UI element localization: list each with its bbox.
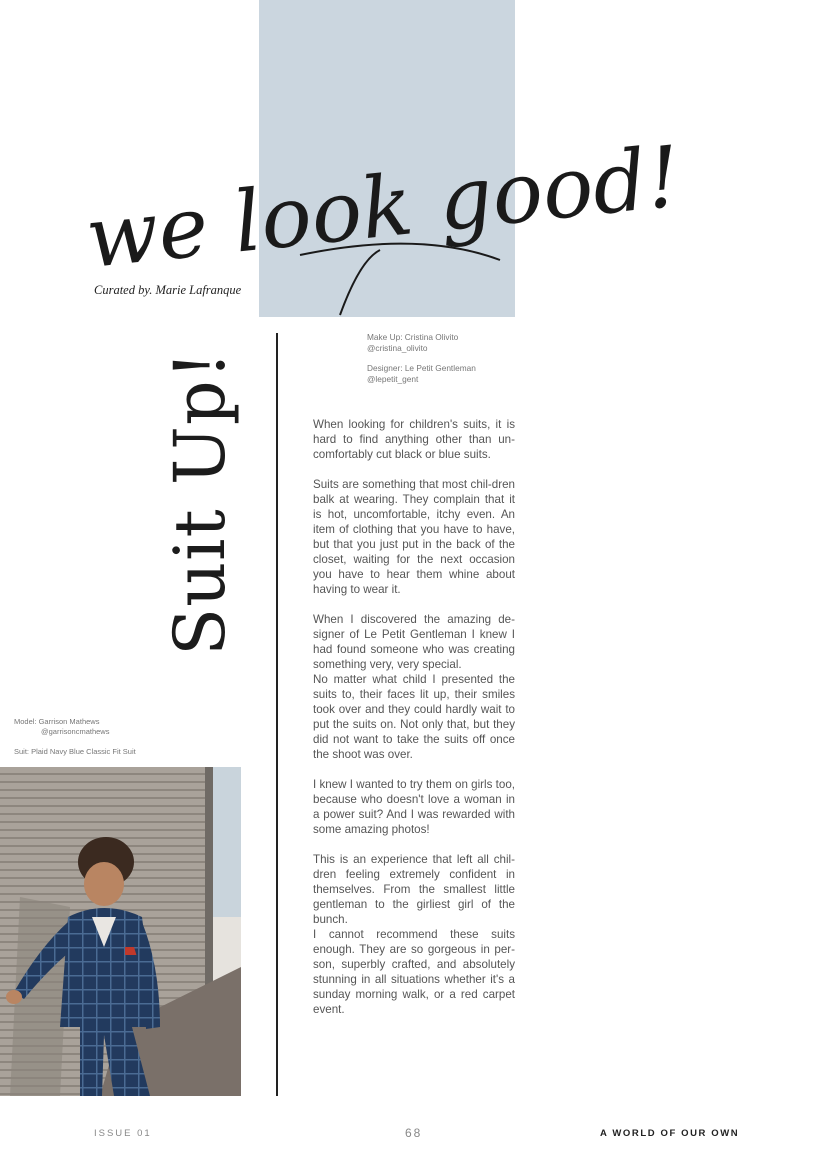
makeup-handle: @cristina_olivito [367,342,428,353]
model-handle: @garrisoncmathews [41,727,110,736]
model-name: Model: Garrison Mathews [14,717,100,726]
designer-handle: @lepetit_gent [367,373,419,384]
feature-title-vertical: Suit Up! [159,350,241,656]
designer-credit: Designer: Le Petit Gentleman [367,363,476,373]
page-number: 68 [405,1126,423,1140]
makeup-credit: Make Up: Cristina Olivito [367,332,459,342]
article-paragraph: When looking for children's suits, it is hard to find anything other than un-comfortably cut black or blue suits. [313,418,515,461]
script-headline [0,80,685,320]
suit-credit: Suit: Plaid Navy Blue Classic Fit Suit [14,747,136,756]
article-body [313,417,515,1032]
article-paragraph: When I discovered the amazing de-signer of Le Petit Gentleman I knew I had found someone who was creating something very, very special. [313,613,515,671]
curated-by-credit: Curated by. Marie Lafranque [94,283,242,297]
issue-label: ISSUE 01 [94,1128,152,1139]
model-credit [14,717,109,737]
magazine-name: A WORLD OF OUR OWN [600,1128,740,1139]
article-paragraph: This is an experience that left all chil-dren feeling extremely confident in themselves. From the smallest little gentleman to the girliest girl of the bunch. [313,853,515,926]
article-paragraph: No matter what child I presented the suits to, their faces lit up, their smiles took over and they could hardly wait to put the suits on. Not only that, but they did not want to take the suits off once the shoot was over. [313,673,515,761]
article-paragraph: Suits are something that most chil-dren balk at wearing. They complain that it is hot, uncomfortable, itchy even. An item of clothing that you have to have, but that you just put in the back of the closet, waiting for the next occasion you have to hear them whine about having to wear it. [313,478,515,596]
article-paragraph: I knew I wanted to try them on girls too, because who doesn't love a woman in a power suit? And I was rewarded with some amazing photos! [313,778,515,836]
article-paragraph: I cannot recommend these suits enough. They are so gorgeous in per-son, superbly crafted, and absolutely stunning in all situations whether it's a sunday morning walk, or a red carpet event. [313,928,515,1016]
vertical-divider [276,333,278,1096]
credits-block [367,332,476,394]
model-photo [0,767,241,1096]
script-headline-text: we look good! [81,127,685,288]
